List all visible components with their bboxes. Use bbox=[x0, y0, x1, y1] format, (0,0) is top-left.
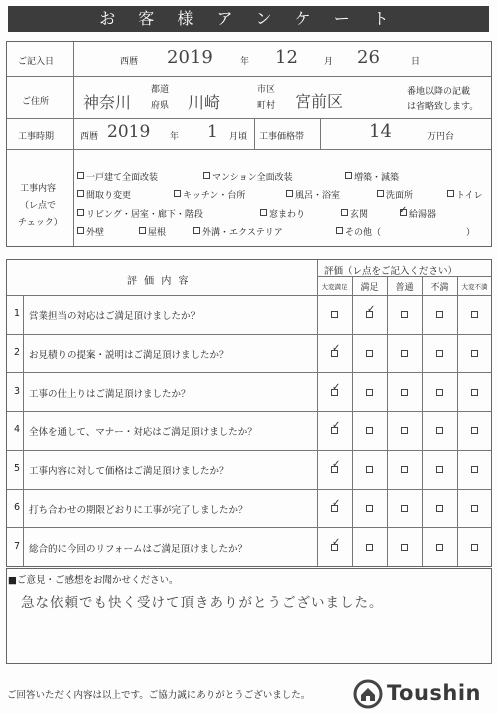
address-label: ご住所 bbox=[22, 97, 50, 107]
rating-checkbox[interactable] bbox=[471, 311, 478, 318]
work-option-label: 風呂・浴室 bbox=[295, 191, 341, 201]
rating-checkbox[interactable] bbox=[471, 427, 478, 434]
rating-checkbox[interactable] bbox=[366, 505, 373, 512]
work-option-label: 外壁 bbox=[86, 228, 105, 238]
question-number: 3 bbox=[14, 385, 21, 397]
rating-level-header: 不満 bbox=[430, 283, 449, 293]
rating-level-header: 大変不満 bbox=[461, 283, 488, 291]
question-number: 4 bbox=[14, 424, 21, 436]
work-period-era: 西暦 bbox=[80, 132, 99, 142]
address-note-2: は省略致します。 bbox=[407, 102, 479, 112]
question-text: 営業担当の対応はご満足頂けましたか？ bbox=[29, 311, 201, 323]
work-option-checkbox[interactable] bbox=[174, 190, 181, 197]
checkmark-icon: ✓ bbox=[332, 343, 341, 355]
date-month-unit: 月 bbox=[324, 57, 334, 67]
rating-checkbox[interactable] bbox=[471, 544, 478, 551]
price-label: 工事価格帯 bbox=[259, 132, 305, 142]
work-option-checkbox[interactable] bbox=[345, 172, 352, 179]
question-number: 1 bbox=[14, 308, 21, 320]
rating-row bbox=[7, 489, 491, 528]
work-option-checkbox[interactable] bbox=[77, 209, 84, 216]
work-option-label: 窓まわり bbox=[269, 210, 306, 220]
rating-body bbox=[7, 260, 491, 566]
work-option-checkbox[interactable] bbox=[203, 172, 210, 179]
comments-label: ■ご意見・ご感想をお聞かせください。 bbox=[8, 575, 179, 586]
question-text: 総合的に今回のリフォームはご満足頂けましたか？ bbox=[29, 543, 248, 555]
question-text: 全体を通して、マナー・対応はご満足頂けましたか？ bbox=[29, 427, 257, 439]
rating-checkbox[interactable] bbox=[471, 505, 478, 512]
rating-row bbox=[7, 372, 491, 411]
rating-checkbox[interactable] bbox=[401, 350, 408, 357]
work-option-label: マンション全面改装 bbox=[212, 173, 293, 183]
work-option-label: キッチン・台所 bbox=[183, 191, 246, 201]
address-city: 川崎 bbox=[188, 93, 221, 112]
work-option-checkbox[interactable] bbox=[286, 190, 293, 197]
checkmark-icon: ✓ bbox=[332, 536, 341, 548]
checkmark-icon: ✓ bbox=[367, 304, 376, 316]
work-content-label-3: チェック） bbox=[18, 218, 63, 228]
rating-checkbox[interactable] bbox=[366, 544, 373, 551]
city-unit-top: 市区 bbox=[257, 85, 276, 95]
work-option-checkbox[interactable] bbox=[341, 209, 348, 216]
rating-checkbox[interactable] bbox=[366, 389, 373, 396]
checkmark-icon: ✓ bbox=[332, 459, 341, 471]
rating-row bbox=[7, 334, 491, 373]
date-month: 12 bbox=[275, 47, 298, 68]
brand-name: Toushin bbox=[387, 681, 482, 705]
rating-checkbox[interactable] bbox=[436, 505, 443, 512]
work-option-checkbox[interactable] bbox=[377, 190, 384, 197]
pref-unit-bottom: 府県 bbox=[151, 101, 170, 111]
work-option-label: 洗面所 bbox=[386, 191, 414, 201]
company-logo bbox=[353, 679, 489, 709]
work-option-checkbox[interactable] bbox=[139, 227, 146, 234]
city-unit-bottom: 町村 bbox=[257, 101, 276, 111]
header-rating: 評価（レ点をご記入ください） bbox=[324, 266, 458, 277]
question-text: お見積りの提案・説明はご満足頂けましたか？ bbox=[29, 350, 229, 362]
address-prefecture: 神奈川 bbox=[83, 93, 132, 112]
work-option-label: 増築・減築 bbox=[354, 173, 400, 183]
work-period-month-unit: 月頃 bbox=[229, 132, 248, 142]
work-option-label: 給湯器 bbox=[409, 210, 437, 220]
other-close-paren: ） bbox=[466, 228, 476, 238]
rating-level-header: 普通 bbox=[395, 283, 414, 293]
rating-row bbox=[7, 295, 491, 334]
rating-checkbox[interactable] bbox=[471, 350, 478, 357]
work-option-label: 間取り変更 bbox=[86, 191, 132, 201]
pref-unit-top: 都道 bbox=[151, 85, 170, 95]
work-option-checkbox[interactable] bbox=[336, 227, 343, 234]
rating-checkbox[interactable] bbox=[366, 427, 373, 434]
rating-checkbox[interactable] bbox=[401, 427, 408, 434]
work-option-checkbox[interactable] bbox=[260, 209, 267, 216]
date-day-unit: 日 bbox=[411, 57, 421, 67]
price-value: 14 bbox=[369, 121, 392, 142]
rating-level-header: 大変満足 bbox=[321, 283, 348, 291]
question-number: 6 bbox=[14, 501, 21, 513]
rating-row bbox=[7, 527, 491, 566]
info-section bbox=[6, 41, 492, 247]
date-label: ご記入日 bbox=[18, 57, 55, 67]
date-era: 西暦 bbox=[120, 57, 139, 67]
checkmark-icon: ✓ bbox=[399, 205, 408, 216]
comments-section bbox=[6, 568, 492, 664]
question-text: 打ち合わせの期限どおりに工事が完了しましたか？ bbox=[29, 504, 248, 516]
work-period-label: 工事時期 bbox=[18, 132, 55, 142]
checkmark-icon: ✓ bbox=[332, 420, 341, 432]
question-text: 工事内容に対して価格はご満足頂けましたか？ bbox=[29, 466, 229, 478]
header-items: 評 価 内 容 bbox=[127, 276, 191, 287]
house-logo-icon bbox=[353, 679, 383, 709]
rating-checkbox[interactable] bbox=[436, 389, 443, 396]
work-period-year: 2019 bbox=[107, 122, 151, 142]
work-option-checkbox[interactable] bbox=[77, 172, 84, 179]
work-option-checkbox[interactable] bbox=[447, 190, 454, 197]
price-unit: 万円台 bbox=[427, 132, 455, 142]
rating-checkbox[interactable] bbox=[331, 311, 338, 318]
work-option-label: リビング・居室・廊下・階段 bbox=[86, 210, 203, 220]
work-option-label: 一戸建て全面改装 bbox=[86, 173, 159, 183]
rating-checkbox[interactable] bbox=[366, 350, 373, 357]
rating-checkbox[interactable] bbox=[436, 311, 443, 318]
question-text: 工事の仕上りはご満足頂けましたか？ bbox=[29, 388, 191, 400]
work-option-label: 屋根 bbox=[148, 228, 167, 238]
rating-checkbox[interactable] bbox=[436, 427, 443, 434]
rating-checkbox[interactable] bbox=[401, 466, 408, 473]
rating-checkbox[interactable] bbox=[436, 544, 443, 551]
question-number: 5 bbox=[14, 463, 21, 475]
form-title: お 客 様 ア ン ケ ー ト bbox=[8, 6, 489, 32]
rating-row bbox=[7, 450, 491, 489]
rating-checkbox[interactable] bbox=[366, 466, 373, 473]
comments-text: 急な依頼でも快く受けて頂きありがとうございました。 bbox=[21, 595, 384, 611]
checkmark-icon: ✓ bbox=[332, 497, 341, 509]
work-option-checkbox[interactable] bbox=[77, 227, 84, 234]
work-option-checkbox[interactable] bbox=[193, 227, 200, 234]
rating-checkbox[interactable] bbox=[401, 505, 408, 512]
work-option-label: 玄関 bbox=[350, 210, 369, 220]
work-content-label-2: （レ点で bbox=[20, 201, 57, 211]
work-option-label: 外溝・エクステリア bbox=[202, 228, 283, 238]
question-number: 7 bbox=[14, 540, 21, 552]
date-year: 2019 bbox=[167, 47, 213, 68]
rating-checkbox[interactable] bbox=[436, 466, 443, 473]
rating-checkbox[interactable] bbox=[401, 544, 408, 551]
date-day: 26 bbox=[357, 47, 380, 68]
work-option-checkbox[interactable] bbox=[77, 190, 84, 197]
question-number: 2 bbox=[14, 347, 21, 359]
work-option-label: その他（ bbox=[345, 228, 382, 238]
work-content-options bbox=[7, 42, 491, 246]
address-ward: 宮前区 bbox=[295, 92, 344, 111]
rating-checkbox[interactable] bbox=[436, 350, 443, 357]
footer-thanks: ご回答いただく内容は以上です。ご協力誠にありがとうございました。 bbox=[7, 690, 311, 701]
work-option-label: トイレ bbox=[456, 191, 483, 201]
work-content-label-1: 工事内容 bbox=[20, 184, 57, 194]
rating-level-header: 満足 bbox=[360, 283, 379, 293]
rating-checkbox[interactable] bbox=[401, 311, 408, 318]
rating-table bbox=[6, 259, 492, 567]
rating-checkbox[interactable] bbox=[471, 466, 478, 473]
address-note-1: 番地以降の記載 bbox=[407, 87, 471, 97]
work-period-month: 1 bbox=[207, 122, 218, 142]
rating-checkbox[interactable] bbox=[401, 389, 408, 396]
rating-row bbox=[7, 411, 491, 450]
work-period-year-unit: 年 bbox=[170, 132, 180, 142]
rating-checkbox[interactable] bbox=[471, 389, 478, 396]
date-year-unit: 年 bbox=[240, 57, 250, 67]
checkmark-icon: ✓ bbox=[332, 381, 341, 393]
